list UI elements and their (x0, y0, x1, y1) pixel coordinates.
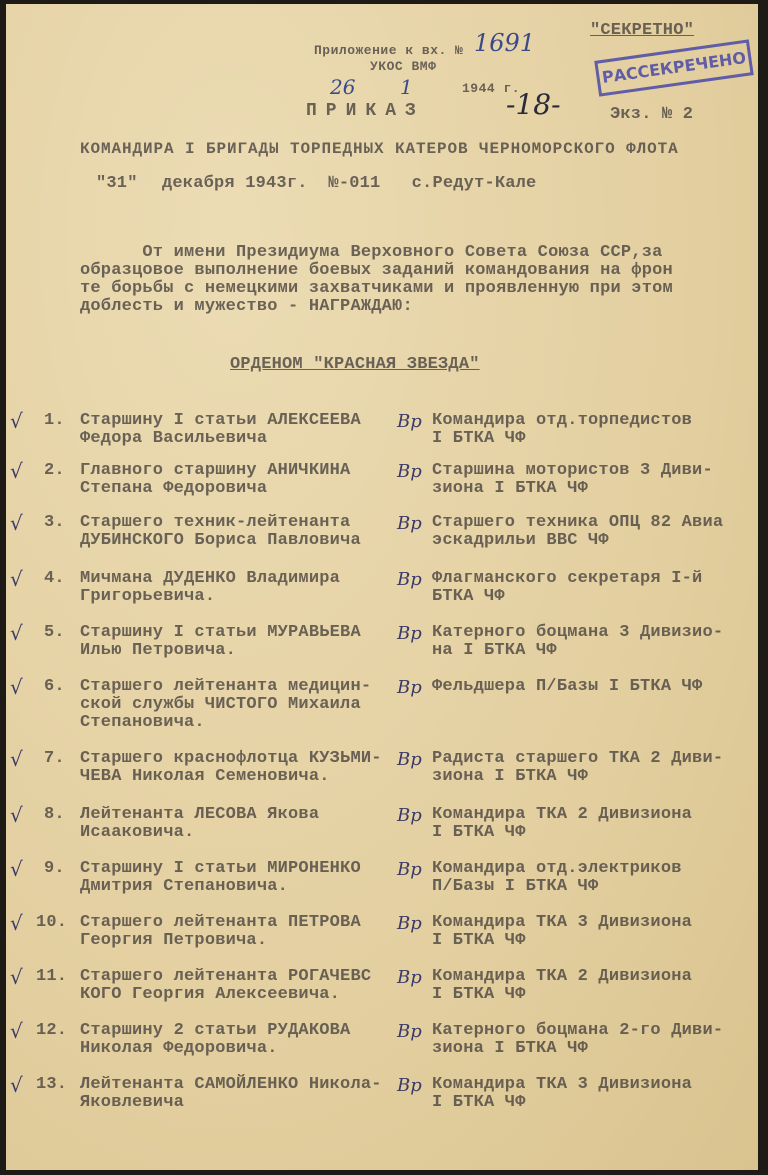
entry-number: 3. (44, 513, 65, 532)
recipient-entry (0, 803, 768, 846)
entry-number: 2. (44, 461, 65, 480)
signature-mark: Вр (397, 569, 422, 590)
signature-mark: Вр (397, 967, 422, 988)
entry-number: 4. (44, 569, 65, 588)
signature-mark: Вр (397, 677, 422, 698)
document-title: ПРИКАЗ (306, 101, 425, 121)
recipient-name-cont: Яковлевича (80, 1093, 185, 1112)
check-mark-icon: √ (10, 621, 23, 645)
check-mark-icon: √ (10, 567, 23, 591)
recipient-entry (0, 965, 768, 1008)
recipient-position: Командира ТКА 2 Дивизиона (432, 805, 693, 824)
signature-mark: Вр (397, 749, 422, 770)
recipient-name-cont: Григорьевича. (80, 587, 216, 606)
recipient-name-cont: Исааковича. (80, 823, 195, 842)
attachment-number: 1691 (474, 29, 536, 57)
preamble-line: От имени Президиума Верховного Совета Союза ССР,за (80, 243, 663, 262)
recipient-name-cont: ДУБИНСКОГО Бориса Павловича (80, 531, 361, 550)
recipient-entry (0, 675, 768, 732)
recipient-unit: I БТКА ЧФ (432, 931, 526, 950)
date-month: 1 (400, 75, 413, 99)
recipient-entry (0, 911, 768, 954)
office-label: УКОС ВМФ (370, 59, 437, 74)
order-day: "31" (96, 174, 138, 193)
recipient-rank-name: Лейтенанта ЛЕСОВА Якова (80, 805, 320, 824)
recipient-rank-name: Старшину I статьи МИРОНЕНКО (80, 859, 361, 878)
date-year: 1944 г. (462, 81, 521, 96)
entry-number: 9. (44, 859, 65, 878)
recipient-position: Командира ТКА 3 Дивизиона (432, 913, 693, 932)
recipient-position: Командира отд.электриков (432, 859, 682, 878)
recipient-rank-name: Главного старшину АНИЧКИНА (80, 461, 351, 480)
recipient-entry (0, 459, 768, 502)
recipient-unit: I БТКА ЧФ (432, 823, 526, 842)
recipient-position: Радиста старшего ТКА 2 Диви- (432, 749, 724, 768)
check-mark-icon: √ (10, 911, 23, 935)
entry-number: 11. (36, 967, 68, 986)
signature-mark: Вр (397, 411, 422, 432)
signature-mark: Вр (397, 859, 422, 880)
recipient-unit: зиона I БТКА ЧФ (432, 1039, 589, 1058)
recipient-position: Флагманского секретаря I-й (432, 569, 703, 588)
entry-number: 1. (44, 411, 65, 430)
recipient-name-cont: КОГО Георгия Алексеевича. (80, 985, 341, 1004)
check-mark-icon: √ (10, 511, 23, 535)
recipient-position: Старшего техника ОПЦ 82 Авиа (432, 513, 724, 532)
check-mark-icon: √ (10, 1073, 23, 1097)
recipient-rank-name: Мичмана ДУДЕНКО Владимира (80, 569, 341, 588)
recipient-name-cont: ской службы ЧИСТОГО Михаила (80, 695, 361, 714)
recipient-entry (0, 621, 768, 664)
recipient-name-cont: Илью Петровича. (80, 641, 237, 660)
recipient-entry (0, 1073, 768, 1116)
recipient-position: Командира ТКА 2 Дивизиона (432, 967, 693, 986)
recipient-unit: П/Базы I БТКА ЧФ (432, 877, 599, 896)
recipient-rank-name: Старшего лейтенанта медицин- (80, 677, 372, 696)
recipient-entry (0, 409, 768, 452)
signature-mark: Вр (397, 805, 422, 826)
recipient-position: Катерного боцмана 2-го Диви- (432, 1021, 724, 1040)
recipient-unit: I БТКА ЧФ (432, 429, 526, 448)
recipient-unit: зиона I БТКА ЧФ (432, 767, 589, 786)
copy-label: Экз. № 2 (610, 105, 694, 124)
attachment-label: Приложение к вх. № (314, 43, 464, 58)
recipient-rank-name: Старшего лейтенанта РОГАЧЕВС (80, 967, 372, 986)
check-mark-icon: √ (10, 747, 23, 771)
recipient-rank-name: Старшего техник-лейтенанта (80, 513, 351, 532)
recipient-unit: I БТКА ЧФ (432, 1093, 526, 1112)
entry-number: 7. (44, 749, 65, 768)
secret-label: "СЕКРЕТНО" (590, 21, 695, 40)
document-subtitle: КОМАНДИРА I БРИГАДЫ ТОРПЕДНЫХ КАТЕРОВ ЧЕРНОМОРСКОГО ФЛОТА (80, 140, 679, 158)
order-date-number-place: декабря 1943г. №-011 с.Редут-Кале (162, 174, 537, 193)
entry-number: 8. (44, 805, 65, 824)
preamble-line: доблесть и мужество - НАГРАЖДАЮ: (80, 297, 413, 316)
award-heading: ОРДЕНОМ "КРАСНАЯ ЗВЕЗДА" (230, 355, 480, 374)
entry-number: 6. (44, 677, 65, 696)
recipient-rank-name: Старшего лейтенанта ПЕТРОВА (80, 913, 361, 932)
recipient-unit: на I БТКА ЧФ (432, 641, 557, 660)
recipient-name-cont: Георгия Петровича. (80, 931, 268, 950)
date-day: 26 (330, 75, 356, 99)
recipient-entry (0, 1019, 768, 1062)
entry-number: 5. (44, 623, 65, 642)
check-mark-icon: √ (10, 409, 23, 433)
recipient-position: Командира отд.торпедистов (432, 411, 693, 430)
signature-mark: Вр (397, 461, 422, 482)
preamble-line: образцовое выполнение боевых заданий командования на фрон (80, 261, 673, 280)
recipient-rank-name: Старшего краснофлотца КУЗЬМИ- (80, 749, 382, 768)
check-mark-icon: √ (10, 965, 23, 989)
entry-number: 10. (36, 913, 68, 932)
handwritten-page-number: -18- (506, 88, 561, 121)
signature-mark: Вр (397, 913, 422, 934)
recipient-name-cont: Степана Федоровича (80, 479, 268, 498)
signature-mark: Вр (397, 623, 422, 644)
recipient-name-cont: Федора Васильевича (80, 429, 268, 448)
recipient-rank-name: Старшину I статьи МУРАВЬЕВА (80, 623, 361, 642)
check-mark-icon: √ (10, 459, 23, 483)
check-mark-icon: √ (10, 803, 23, 827)
recipient-unit: БТКА ЧФ (432, 587, 505, 606)
recipient-name-cont: Степановича. (80, 713, 205, 732)
recipient-name-cont: ЧЕВА Николая Семеновича. (80, 767, 330, 786)
preamble-line: те борьбы с немецкими захватчиками и проявленную при этом (80, 279, 673, 298)
recipient-entry (0, 511, 768, 554)
recipient-position: Катерного боцмана 3 Дивизио- (432, 623, 724, 642)
check-mark-icon: √ (10, 857, 23, 881)
recipient-unit: эскадрильи ВВС ЧФ (432, 531, 609, 550)
declassified-stamp: РАССЕКРЕЧЕНО (594, 39, 753, 96)
recipient-entry (0, 567, 768, 610)
check-mark-icon: √ (10, 675, 23, 699)
recipient-position: Старшина мотористов 3 Диви- (432, 461, 713, 480)
recipient-name-cont: Дмитрия Степановича. (80, 877, 289, 896)
entry-number: 13. (36, 1075, 68, 1094)
recipient-entry (0, 857, 768, 900)
signature-mark: Вр (397, 1075, 422, 1096)
recipient-rank-name: Старшину 2 статьи РУДАКОВА (80, 1021, 351, 1040)
signature-mark: Вр (397, 1021, 422, 1042)
signature-mark: Вр (397, 513, 422, 534)
recipient-rank-name: Старшину I статьи АЛЕКСЕЕВА (80, 411, 361, 430)
recipient-rank-name: Лейтенанта САМОЙЛЕНКО Никола- (80, 1075, 382, 1094)
recipient-position: Фельдшера П/Базы I БТКА ЧФ (432, 677, 703, 696)
recipient-position: Командира ТКА 3 Дивизиона (432, 1075, 693, 1094)
check-mark-icon: √ (10, 1019, 23, 1043)
entry-number: 12. (36, 1021, 68, 1040)
recipient-entry (0, 747, 768, 790)
recipient-unit: зиона I БТКА ЧФ (432, 479, 589, 498)
recipient-name-cont: Николая Федоровича. (80, 1039, 278, 1058)
recipient-unit: I БТКА ЧФ (432, 985, 526, 1004)
